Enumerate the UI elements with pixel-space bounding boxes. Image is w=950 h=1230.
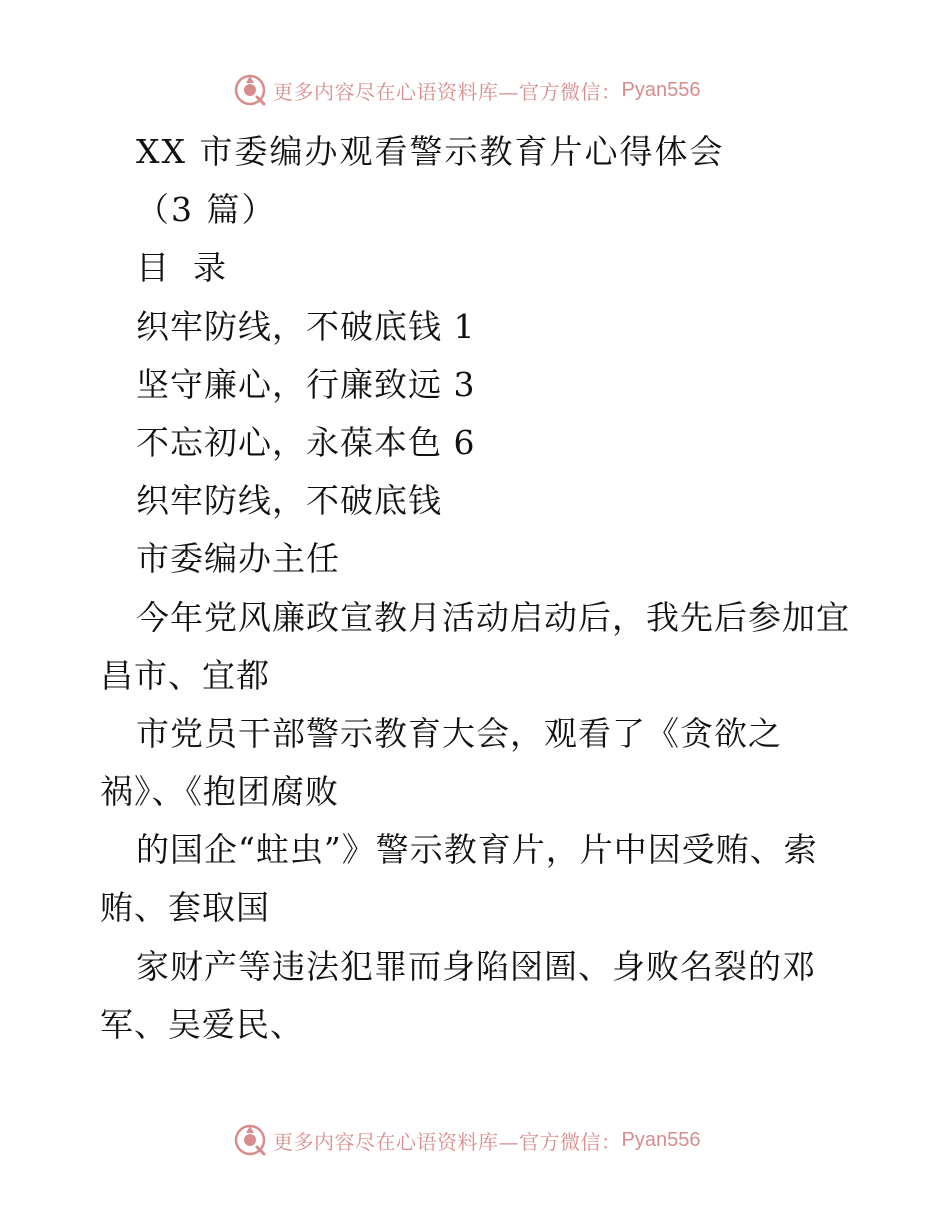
footer-watermark-banner xyxy=(0,1120,950,1160)
seal-logo-icon xyxy=(233,73,267,107)
toc-heading: 目 录 xyxy=(136,248,227,288)
paragraph-line: 祸》、《抱团腐败 xyxy=(100,772,339,812)
banner-wechat-id: Pyan556 xyxy=(621,1128,701,1151)
paragraph-line: 今年党风廉政宣教月活动启动后，我先后参加宜 xyxy=(136,597,850,637)
toc-item: 不忘初心，永葆本色 6 xyxy=(136,422,476,462)
document-title-line-2: （3 篇） xyxy=(136,190,277,230)
header-watermark-banner xyxy=(0,70,950,110)
paragraph-line: 贿、套取国 xyxy=(100,888,270,928)
banner-text: 更多内容尽在心语资料库—官方微信： xyxy=(273,79,622,104)
author-line: 市委编办主任 xyxy=(136,539,340,579)
document-body xyxy=(100,123,860,1054)
paragraph-line: 的国企“蛀虫”》警示教育片，片中因受贿、索 xyxy=(136,830,818,870)
section-title: 织牢防线，不破底钱 xyxy=(136,481,442,521)
banner-text: 更多内容尽在心语资料库—官方微信： xyxy=(273,1129,622,1154)
document-title-line-1: XX 市委编办观看警示教育片心得体会 xyxy=(136,132,725,171)
toc-item: 织牢防线，不破底钱 1 xyxy=(136,306,476,346)
seal-logo-icon xyxy=(233,1123,267,1157)
toc-item: 坚守廉心，行廉致远 3 xyxy=(136,364,476,404)
paragraph-line: 家财产等违法犯罪而身陷囹圄、身败名裂的邓 xyxy=(136,946,816,986)
paragraph-line: 军、吴爱民、 xyxy=(100,1004,304,1044)
paragraph-line: 市党员干部警示教育大会，观看了《贪欲之 xyxy=(136,713,782,753)
banner-wechat-id: Pyan556 xyxy=(621,78,701,101)
paragraph-line: 昌市、宜都 xyxy=(100,655,270,695)
